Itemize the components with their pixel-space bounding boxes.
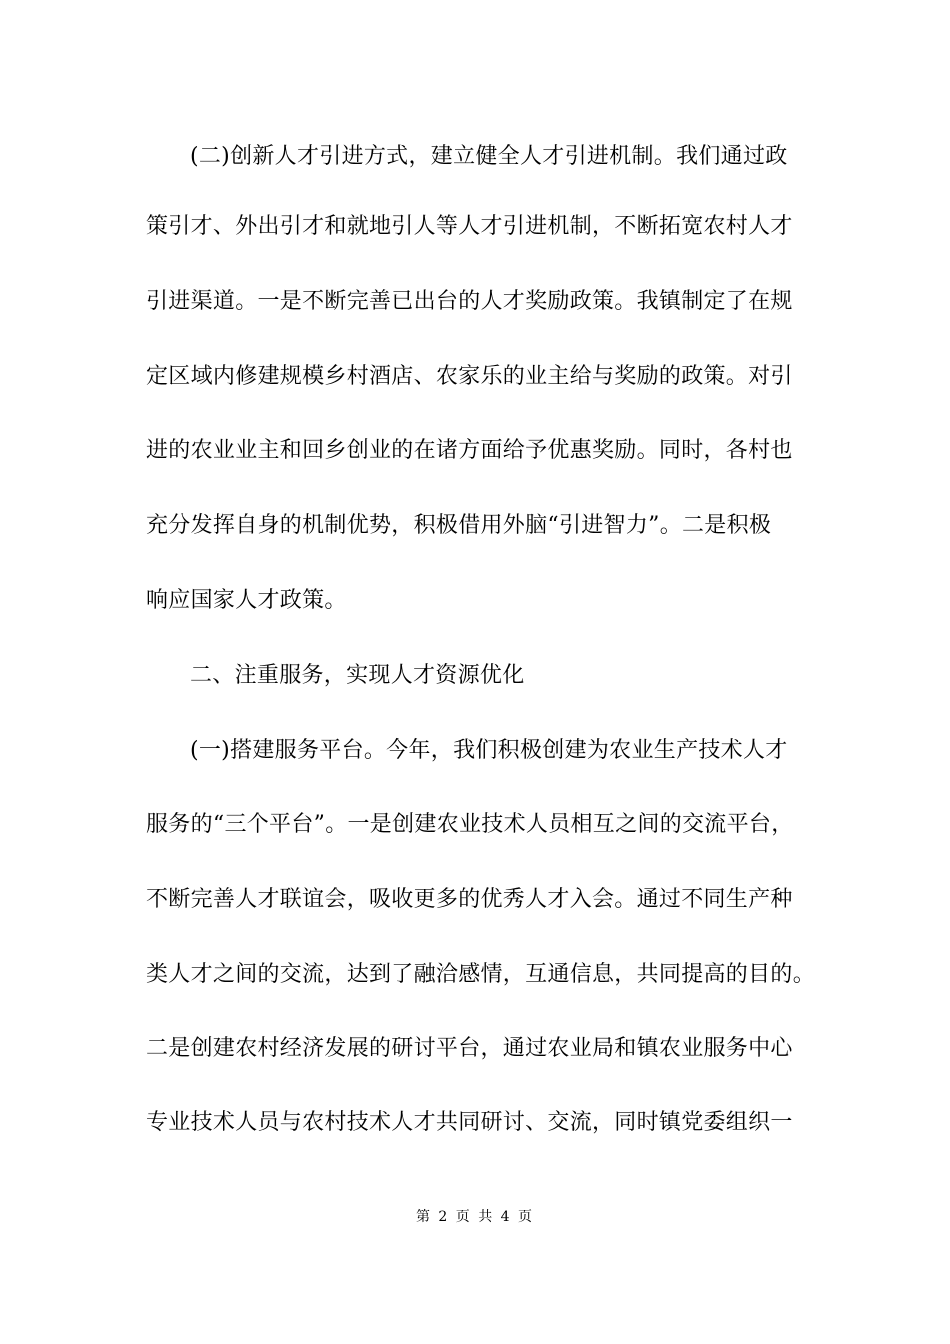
paragraph-line: 引进渠道。一是不断完善已出台的人才奖励政策。我镇制定了在规 [146, 289, 793, 314]
paragraph-line: 充分发挥自身的机制优势，积极借用外脑“引进智力”。二是积极 [146, 513, 772, 538]
paragraph-line: (二)创新人才引进方式，建立健全人才引进机制。我们通过政 [190, 144, 788, 169]
paragraph-line: 定区域内修建规模乡村酒店、农家乐的业主给与奖励的政策。对引 [146, 364, 793, 389]
paragraph-line: 不断完善人才联谊会，吸收更多的优秀人才入会。通过不同生产种 [146, 887, 793, 912]
paragraph-line: 类人才之间的交流，达到了融洽感情，互通信息，共同提高的目的。 [146, 962, 816, 987]
section-heading: 二、注重服务，实现人才资源优化 [190, 663, 525, 688]
paragraph-line: 响应国家人才政策。 [146, 588, 347, 613]
paragraph-line: 二是创建农村经济发展的研讨平台，通过农业局和镇农业服务中心 [146, 1036, 793, 1061]
paragraph-line: 策引才、外出引才和就地引人等人才引进机制，不断拓宽农村人才 [146, 214, 793, 239]
page-footer: 第 2 页 共 4 页 [415, 1209, 535, 1225]
paragraph-line: 服务的“三个平台”。一是创建农业技术人员相互之间的交流平台， [146, 812, 794, 837]
paragraph-line: 进的农业业主和回乡创业的在诸方面给予优惠奖励。同时，各村也 [146, 438, 793, 463]
paragraph-line: (一)搭建服务平台。今年，我们积极创建为农业生产技术人才 [190, 738, 788, 763]
paragraph-line: 专业技术人员与农村技术人才共同研讨、交流，同时镇党委组织一 [146, 1110, 793, 1135]
